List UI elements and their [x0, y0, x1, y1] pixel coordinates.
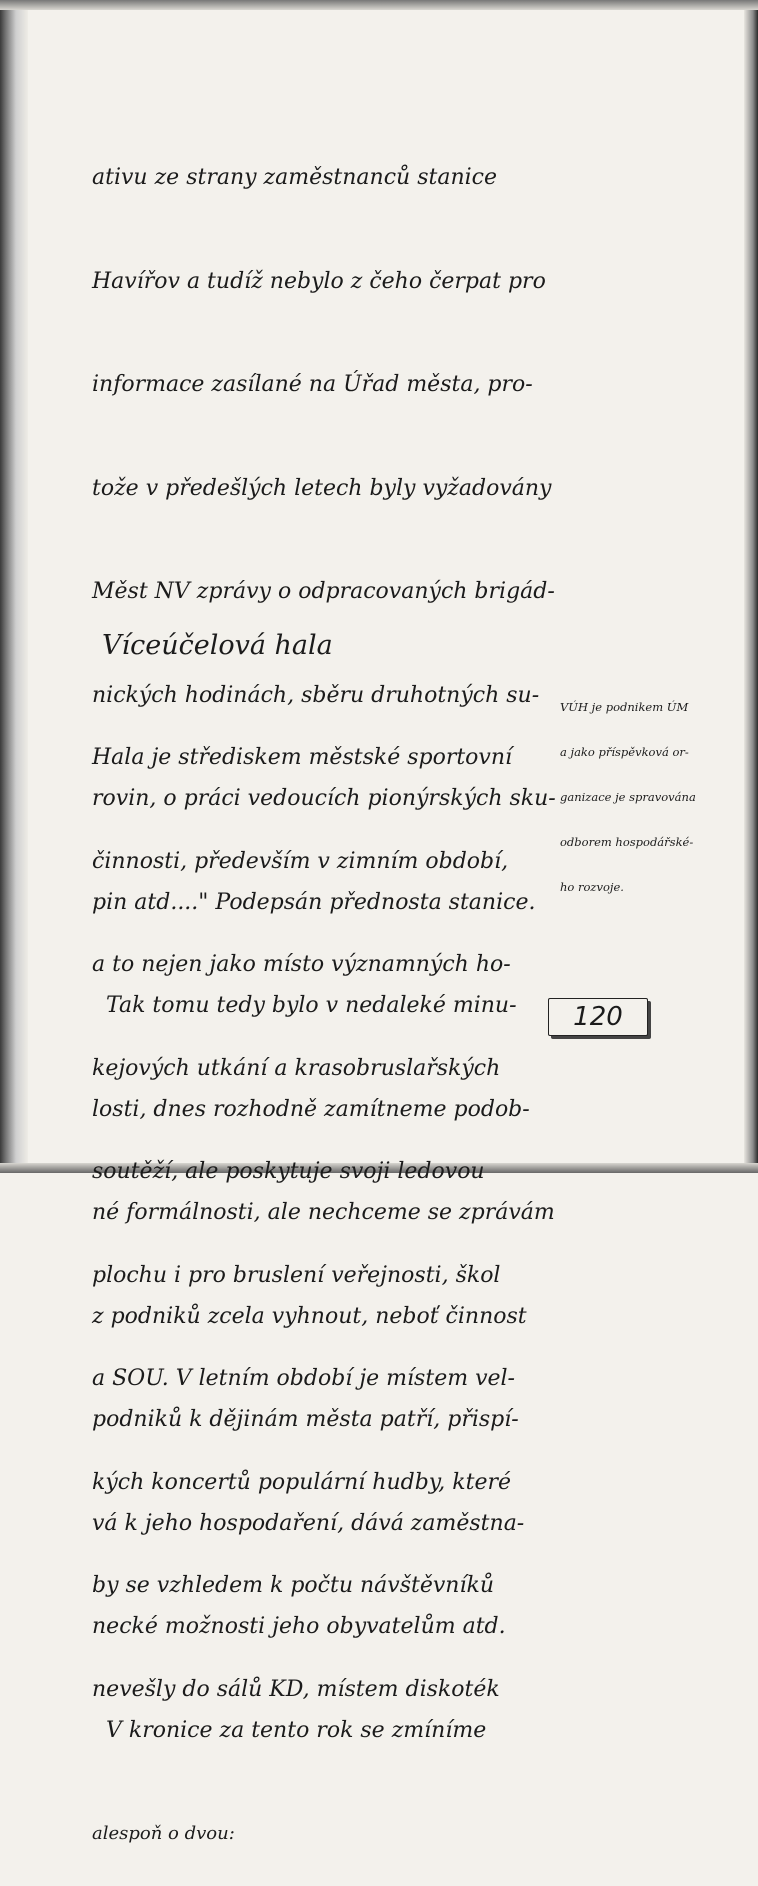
page-number: 120 [548, 998, 648, 1036]
text-line: Tak tomu tedy bylo v nedaleké minu- [92, 993, 517, 1018]
text-line: pin atd...." Podepsán přednosta stanice. [92, 889, 536, 915]
text-line: tože v předešlých letech byly vyžadovány [92, 475, 552, 501]
text-line: soutěží, ale poskytuje svoji ledovou [92, 1159, 485, 1184]
text-line: alespoň o dvou: [92, 1823, 235, 1844]
text-line: Hala je střediskem městské sportovní [92, 745, 513, 770]
text-line: a SOU. V letním období je místem vel- [92, 1366, 515, 1391]
binding-shadow [0, 0, 28, 1173]
text-line: Havířov a tudíž nebylo z čeho čerpat pro [92, 268, 546, 294]
text-line: necké možnosti jeho obyvatelům atd. [92, 1614, 506, 1639]
note-line: ho rozvoje. [560, 880, 624, 894]
text-line: činnosti, především v zimním období, [92, 848, 509, 874]
text-line: kých koncertů populární hudby, které [92, 1469, 512, 1495]
text-line: z podniků zcela vyhnout, neboť činnost [92, 1303, 527, 1329]
text-line: né formálnosti, ale nechceme se zprávám [92, 1200, 555, 1225]
text-line: by se vzhledem k počtu návštěvníků [92, 1573, 494, 1598]
text-line: nických hodinách, sběru druhotných su- [92, 682, 540, 708]
text-line: rovin, o práci vedoucích pionýrských sku- [92, 786, 556, 811]
text-line: ativu ze strany zaměstnanců stanice [92, 165, 497, 190]
text-line: nevešly do sálů KD, místem diskoték [92, 1676, 500, 1702]
text-line: vá k jeho hospodaření, dává zaměstna- [92, 1510, 525, 1536]
note-line: VÚH je podnikem ÚM [560, 700, 689, 714]
text-line: V kronice za tento rok se zmíníme [92, 1717, 487, 1743]
text-line: informace zasílané na Úřad města, pro- [92, 372, 533, 397]
text-line: podniků k dějinám města patří, přispí- [92, 1407, 519, 1432]
text-line: a to nejen jako místo významných ho- [92, 952, 511, 977]
text-line: plochu i pro bruslení veřejnosti, škol [92, 1262, 501, 1288]
margin-note [560, 670, 736, 910]
note-line: a jako příspěvková or- [560, 745, 689, 759]
section-heading: Víceúčelová hala [102, 630, 333, 661]
text-line: kejových utkání a krasobruslařských [92, 1055, 501, 1081]
text-line: Měst NV zprávy o odpracovaných brigád- [92, 579, 555, 604]
text-line: losti, dnes rozhodně zamítneme podob- [92, 1096, 530, 1122]
top-edge [0, 0, 758, 10]
note-line: ganizace je spravována [560, 790, 696, 804]
note-line: odborem hospodářské- [560, 835, 694, 849]
page-edge-shadow [744, 0, 758, 1173]
chronicle-text-block-2 [92, 672, 554, 1742]
